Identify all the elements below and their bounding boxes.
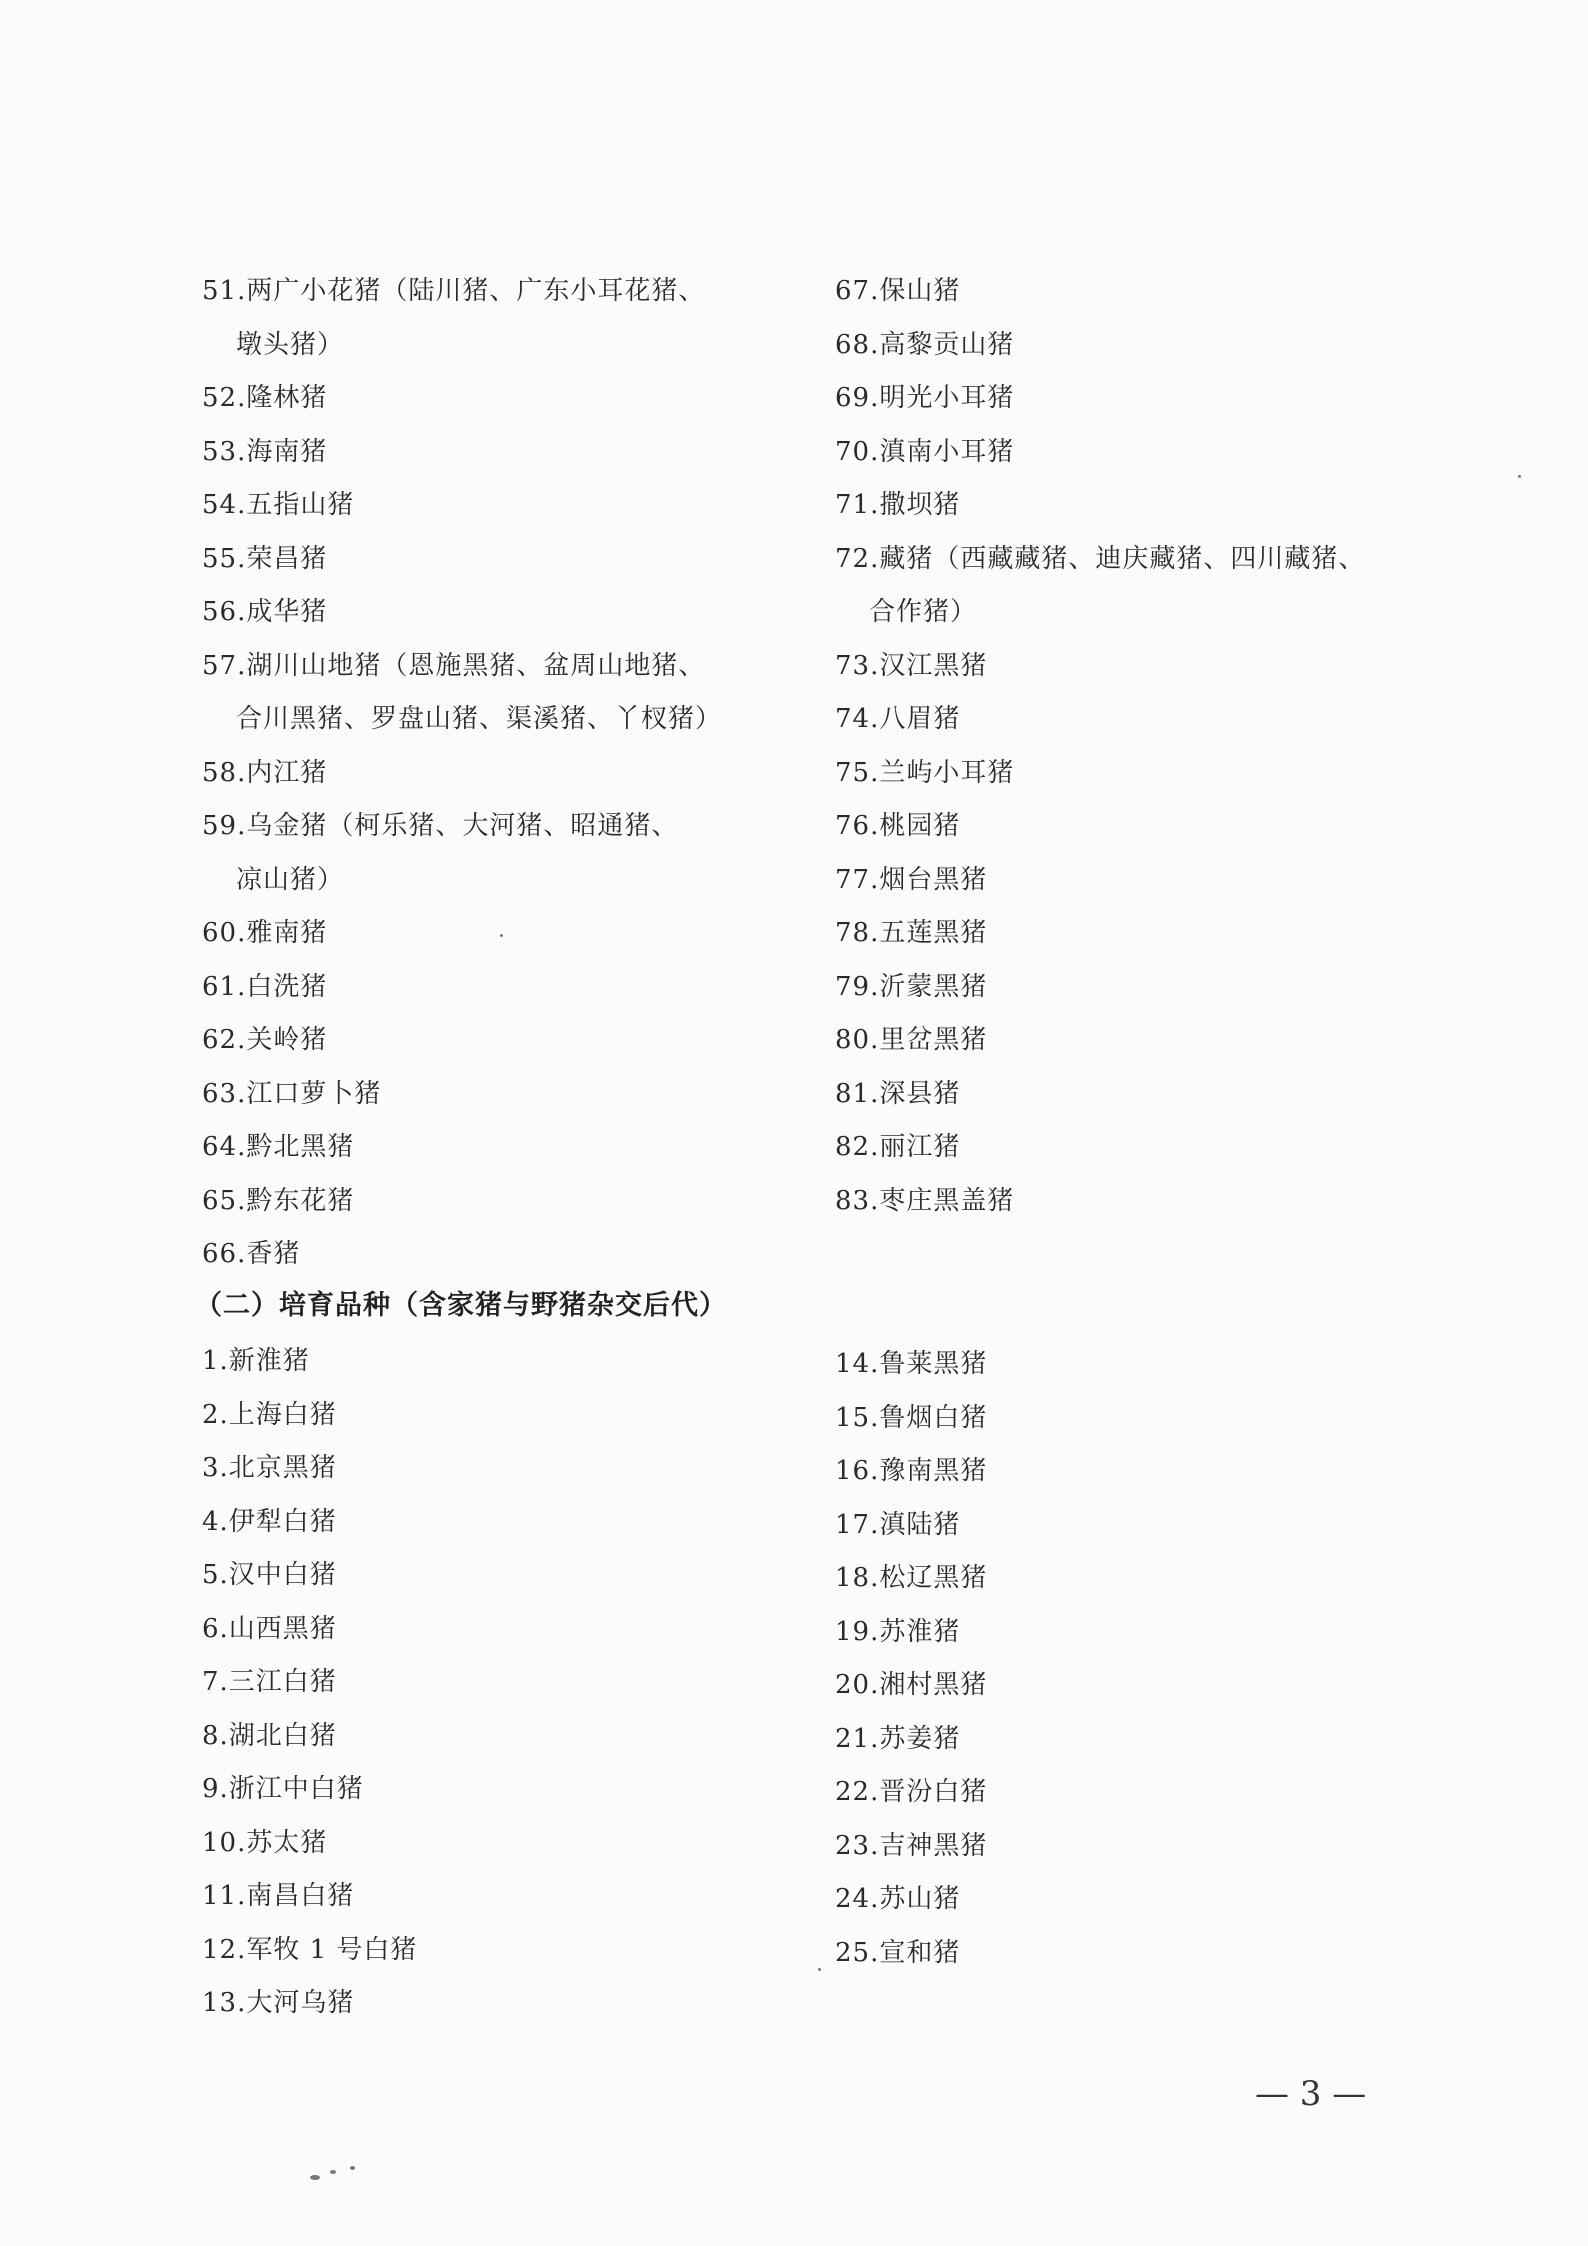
scan-speck <box>330 2170 336 2174</box>
list-item: 10.苏太猪 <box>202 1827 328 1858</box>
list-item: 58.内江猪 <box>202 757 328 788</box>
list-item: 1.新淮猪 <box>202 1346 310 1376</box>
scan-speck <box>1518 475 1521 478</box>
page-number: — 3 — <box>1255 2074 1367 2114</box>
list-item: 3.北京黑猪 <box>202 1453 337 1483</box>
scan-speck <box>350 2166 355 2170</box>
list-item: 63.江口萝卜猪 <box>202 1078 382 1109</box>
list-item: 76.桃园猪 <box>835 811 961 841</box>
bred-breed-list-1-13 <box>202 1335 802 2031</box>
breed-list-51-66 <box>202 265 802 1282</box>
list-item: 67.保山猪 <box>835 276 961 306</box>
list-item: 21.苏姜猪 <box>835 1723 961 1754</box>
list-item: 55.荣昌猪 <box>202 543 328 574</box>
list-item: 69.明光小耳猪 <box>835 383 1015 413</box>
list-item: 9.浙江中白猪 <box>202 1774 364 1804</box>
list-item: 74.八眉猪 <box>835 704 961 734</box>
list-item: 51.两广小花猪（陆川猪、广东小耳花猪、 <box>202 276 706 306</box>
list-item: 2.上海白猪 <box>202 1399 337 1430</box>
list-item: 53.海南猪 <box>202 436 328 467</box>
list-item-continuation: 合作猪） <box>869 597 978 627</box>
list-item: 6.山西黑猪 <box>202 1613 337 1644</box>
bred-breed-list-14-25 <box>835 1338 1435 1980</box>
list-item: 62.关岭猪 <box>202 1025 328 1055</box>
list-item: 77.烟台黑猪 <box>835 864 988 895</box>
list-item: 5.汉中白猪 <box>202 1560 337 1590</box>
breed-list-67-83 <box>835 265 1435 1228</box>
list-item: 20.湘村黑猪 <box>835 1670 988 1700</box>
list-item: 11.南昌白猪 <box>202 1881 355 1911</box>
list-item: 71.撒坝猪 <box>835 490 961 520</box>
list-item: 78.五莲黑猪 <box>835 918 988 948</box>
list-item: 66.香猪 <box>202 1239 301 1269</box>
list-item: 80.里岔黑猪 <box>835 1025 988 1055</box>
list-item: 64.黔北黑猪 <box>202 1132 355 1162</box>
list-item: 56.成华猪 <box>202 597 328 627</box>
list-item: 73.汉江黑猪 <box>835 650 988 681</box>
list-item-continuation: 凉山猪） <box>236 864 345 895</box>
list-item: 18.松辽黑猪 <box>835 1563 988 1593</box>
list-item-continuation: 墩头猪） <box>236 329 345 360</box>
list-item: 59.乌金猪（柯乐猪、大河猪、昭通猪、 <box>202 811 679 841</box>
list-item: 13.大河乌猪 <box>202 1988 355 2018</box>
list-item: 57.湖川山地猪（恩施黑猪、盆周山地猪、 <box>202 650 706 681</box>
list-item: 17.滇陆猪 <box>835 1509 961 1540</box>
list-item: 82.丽江猪 <box>835 1132 961 1162</box>
list-item: 70.滇南小耳猪 <box>835 436 1015 467</box>
scan-speck <box>818 1968 821 1971</box>
list-item: 25.宣和猪 <box>835 1937 961 1968</box>
list-item: 81.深县猪 <box>835 1078 961 1109</box>
list-item: 15.鲁烟白猪 <box>835 1402 988 1433</box>
list-item: 24.苏山猪 <box>835 1884 961 1914</box>
list-item: 52.隆林猪 <box>202 383 328 413</box>
scan-speck <box>310 2175 320 2180</box>
list-item: 83.枣庄黑盖猪 <box>835 1185 1015 1216</box>
list-item: 61.白洗猪 <box>202 971 328 1002</box>
list-item: 65.黔东花猪 <box>202 1185 355 1216</box>
list-item: 60.雅南猪 <box>202 918 328 948</box>
list-item: 22.晋汾白猪 <box>835 1777 988 1807</box>
section-heading: （二）培育品种（含家猪与野猪杂交后代） <box>195 1290 727 1321</box>
scan-speck <box>500 934 503 937</box>
list-item: 79.沂蒙黑猪 <box>835 971 988 1002</box>
list-item: 19.苏淮猪 <box>835 1616 961 1647</box>
list-item: 54.五指山猪 <box>202 490 355 520</box>
list-item: 8.湖北白猪 <box>202 1720 337 1751</box>
list-item: 12.军牧 1 号白猪 <box>202 1934 418 1965</box>
list-item: 16.豫南黑猪 <box>835 1456 988 1486</box>
list-item: 72.藏猪（西藏藏猪、迪庆藏猪、四川藏猪、 <box>835 543 1366 574</box>
list-item: 75.兰屿小耳猪 <box>835 757 1015 788</box>
list-item: 4.伊犁白猪 <box>202 1506 337 1537</box>
list-item: 14.鲁莱黑猪 <box>835 1349 988 1379</box>
list-item-continuation: 合川黑猪、罗盘山猪、渠溪猪、丫杈猪） <box>236 704 723 734</box>
list-item: 23.吉神黑猪 <box>835 1830 988 1861</box>
list-item: 7.三江白猪 <box>202 1667 337 1697</box>
list-item: 68.高黎贡山猪 <box>835 329 1015 360</box>
